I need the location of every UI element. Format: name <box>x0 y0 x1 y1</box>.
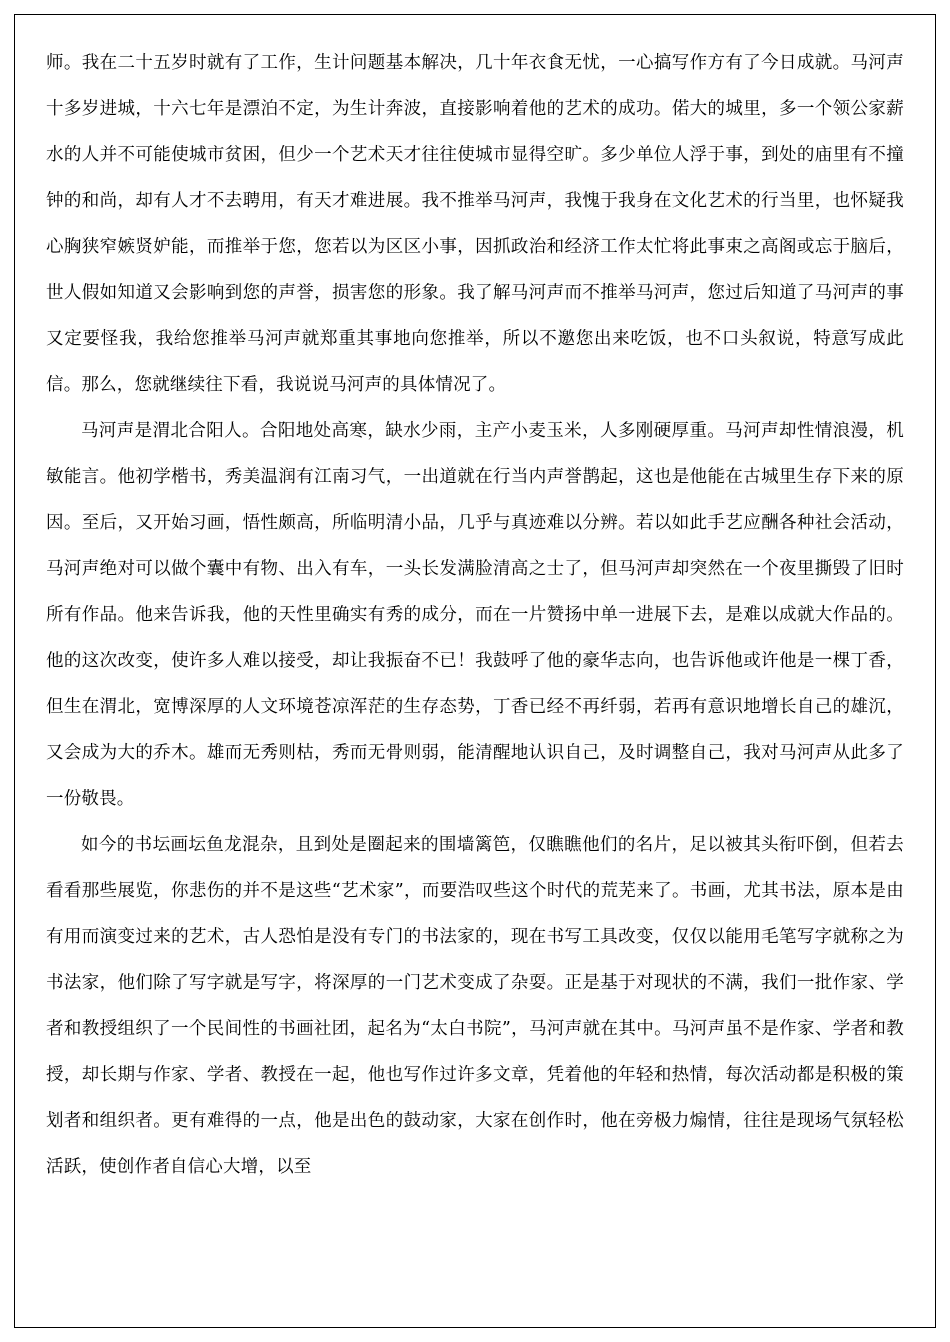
paragraph-1: 师。我在二十五岁时就有了工作，生计问题基本解决，几十年衣食无忧，一心搞写作方有了今日成就。马河声十多岁进城，十六七年是漂泊不定，为生计奔波，直接影响着他的艺术的成功。偌大的城里，多一个领公家薪水的人并不可能使城市贫困，但少一个艺术天才往往使城市显得空旷。多少单位人浮于事，到处的庙里有不撞钟的和尚，却有人才不去聘用，有天才难进展。我不推举马河声，我愧于我身在文化艺术的行当里，也怀疑我心胸狭窄嫉贤妒能，而推举于您，您若以为区区小事，因抓政治和经济工作太忙将此事束之高阁或忘于脑后，世人假如知道又会影响到您的声誉，损害您的形象。我了解马河声而不推举马河声，您过后知道了马河声的事又定要怪我，我给您推举马河声就郑重其事地向您推举，所以不邀您出来吃饭，也不口头叙说，特意写成此信。那么，您就继续往下看，我说说马河声的具体情况了。 <box>46 53 904 395</box>
document-body <box>46 40 904 1190</box>
paragraph-3: 如今的书坛画坛鱼龙混杂，且到处是圈起来的围墙篱笆，仅瞧瞧他们的名片，足以被其头衔吓倒，但若去看看那些展览，你悲伤的并不是这些“艺术家”，而要浩叹些这个时代的荒芜来了。书画，尤其书法，原本是由有用而演变过来的艺术，古人恐怕是没有专门的书法家的，现在书写工具改变，仅仅以能用毛笔写字就称之为书法家，他们除了写字就是写字，将深厚的一门艺术变成了杂耍。正是基于对现状的不满，我们一批作家、学者和教授组织了一个民间性的书画社团，起名为“太白书院”，马河声就在其中。马河声虽不是作家、学者和教授，却长期与作家、学者、教授在一起，他也写作过许多文章，凭着他的年轻和热情，每次活动都是积极的策划者和组织者。更有难得的一点，他是出色的鼓动家，大家在创作时，他在旁极力煽情，往往是现场气氛轻松活跃，使创作者自信心大增，以至 <box>46 835 904 1177</box>
paragraph-2: 马河声是渭北合阳人。合阳地处高寒，缺水少雨，主产小麦玉米，人多刚硬厚重。马河声却性情浪漫，机敏能言。他初学楷书，秀美温润有江南习气，一出道就在行当内声誉鹊起，这也是他能在古城里生存下来的原因。至后，又开始习画，悟性颇高，所临明清小品，几乎与真迹难以分辨。若以如此手艺应酬各种社会活动，马河声绝对可以做个囊中有物、出入有车，一头长发满脸清高之士了，但马河声却突然在一个夜里撕毁了旧时所有作品。他来告诉我，他的天性里确实有秀的成分，而在一片赞扬中单一进展下去，是难以成就大作品的。他的这次改变，使许多人难以接受，却让我振奋不已！我鼓呼了他的豪华志向，也告诉他或许他是一棵丁香，但生在渭北，宽博深厚的人文环境苍凉浑茫的生存态势，丁香已经不再纤弱，若再有意识地增长自己的雄沉，又会成为大的乔木。雄而无秀则枯，秀而无骨则弱，能清醒地认识自己，及时调整自己，我对马河声从此多了一份敬畏。 <box>46 421 904 809</box>
